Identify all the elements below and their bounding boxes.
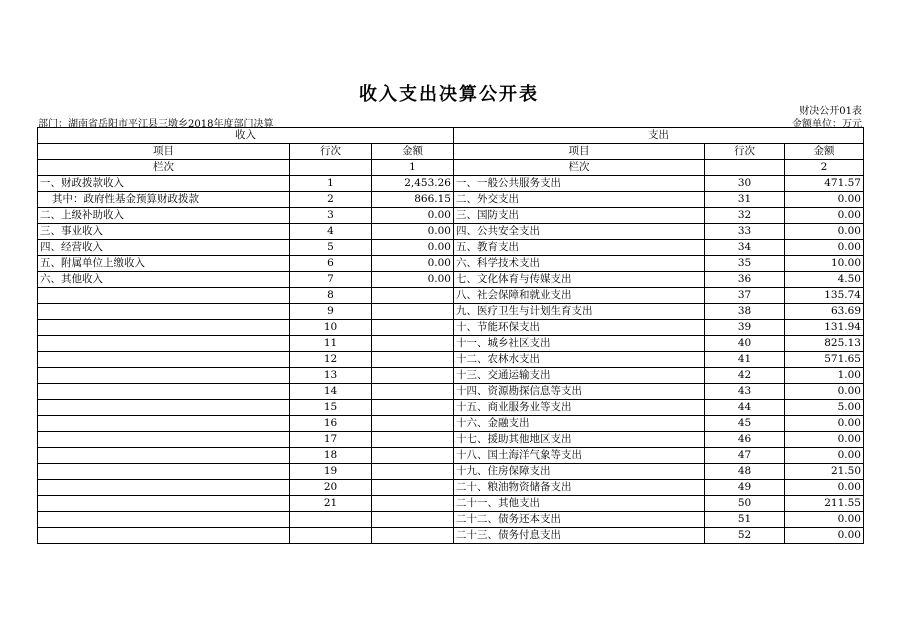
income-amount-cell <box>372 448 454 464</box>
section-header-row <box>38 128 864 144</box>
income-item-cell: 三、事业收入 <box>38 224 290 240</box>
income-col-empty <box>290 160 372 176</box>
expense-rowno-cell: 42 <box>705 368 785 384</box>
expense-item-cell: 十一、城乡社区支出 <box>454 336 705 352</box>
expense-item-cell: 九、医疗卫生与计划生育支出 <box>454 304 705 320</box>
income-amount-cell <box>372 368 454 384</box>
expense-rowno-cell: 33 <box>705 224 785 240</box>
expense-item-cell: 十五、商业服务业等支出 <box>454 400 705 416</box>
expense-amount-cell: 0.00 <box>785 192 864 208</box>
expense-rowno-cell: 39 <box>705 320 785 336</box>
table-row <box>38 384 864 400</box>
table-row <box>38 448 864 464</box>
income-rowno-cell <box>290 528 372 544</box>
income-amount-cell <box>372 432 454 448</box>
table-row <box>38 464 864 480</box>
table-row <box>38 208 864 224</box>
expense-amount-cell: 0.00 <box>785 480 864 496</box>
income-rowno-cell: 15 <box>290 400 372 416</box>
table-row <box>38 352 864 368</box>
expense-amount-header: 金额 <box>785 144 864 160</box>
income-rowno-cell: 9 <box>290 304 372 320</box>
page-title: 收入支出决算公开表 <box>359 84 539 105</box>
income-item-cell <box>38 528 290 544</box>
expense-item-cell: 十六、金融支出 <box>454 416 705 432</box>
expense-rowno-cell: 51 <box>705 512 785 528</box>
expense-rowno-cell: 50 <box>705 496 785 512</box>
expense-rowno-cell: 52 <box>705 528 785 544</box>
income-rowno-cell: 11 <box>290 336 372 352</box>
income-rowno-cell: 12 <box>290 352 372 368</box>
expense-item-cell: 十八、国土海洋气象等支出 <box>454 448 705 464</box>
income-item-cell <box>38 368 290 384</box>
income-rowno-cell: 18 <box>290 448 372 464</box>
table-row <box>38 320 864 336</box>
expense-amount-cell: 5.00 <box>785 400 864 416</box>
income-item-cell <box>38 384 290 400</box>
expense-rowno-cell: 30 <box>705 176 785 192</box>
expense-item-cell: 六、科学技术支出 <box>454 256 705 272</box>
expense-col-label: 栏次 <box>454 160 705 176</box>
expense-amount-cell: 21.50 <box>785 464 864 480</box>
income-amount-cell <box>372 320 454 336</box>
income-rowno-cell: 1 <box>290 176 372 192</box>
income-expense-table <box>37 127 864 544</box>
income-rowno-cell: 3 <box>290 208 372 224</box>
expense-item-cell: 二十二、债务还本支出 <box>454 512 705 528</box>
expense-rowno-cell: 41 <box>705 352 785 368</box>
income-amount-cell: 0.00 <box>372 224 454 240</box>
income-amount-cell <box>372 400 454 416</box>
income-amount-cell <box>372 496 454 512</box>
table-row <box>38 400 864 416</box>
income-item-cell <box>38 416 290 432</box>
income-col-number: 1 <box>372 160 454 176</box>
expense-item-cell: 八、社会保障和就业支出 <box>454 288 705 304</box>
income-rowno-cell: 7 <box>290 272 372 288</box>
expense-item-cell: 十二、农林水支出 <box>454 352 705 368</box>
table-row <box>38 416 864 432</box>
income-rowno-header: 行次 <box>290 144 372 160</box>
income-amount-cell <box>372 288 454 304</box>
income-rowno-cell <box>290 512 372 528</box>
income-amount-cell: 0.00 <box>372 256 454 272</box>
expense-item-cell: 二十、粮油物资储备支出 <box>454 480 705 496</box>
expense-item-cell: 三、国防支出 <box>454 208 705 224</box>
table-row <box>38 368 864 384</box>
expense-section-header: 支出 <box>454 128 864 144</box>
expense-item-cell: 七、文化体育与传媒支出 <box>454 272 705 288</box>
expense-amount-cell: 0.00 <box>785 224 864 240</box>
expense-item-cell: 十四、资源勘探信息等支出 <box>454 384 705 400</box>
income-rowno-cell: 5 <box>290 240 372 256</box>
expense-item-cell: 二十三、债务付息支出 <box>454 528 705 544</box>
expense-amount-cell: 10.00 <box>785 256 864 272</box>
income-amount-cell <box>372 352 454 368</box>
income-item-cell <box>38 512 290 528</box>
expense-item-cell: 四、公共安全支出 <box>454 224 705 240</box>
expense-rowno-cell: 35 <box>705 256 785 272</box>
table-row <box>38 512 864 528</box>
expense-item-cell: 二、外交支出 <box>454 192 705 208</box>
income-amount-cell: 2,453.26 <box>372 176 454 192</box>
expense-amount-cell: 0.00 <box>785 448 864 464</box>
income-item-cell <box>38 432 290 448</box>
table-row <box>38 240 864 256</box>
income-item-cell <box>38 304 290 320</box>
table-row <box>38 256 864 272</box>
income-item-cell: 五、附属单位上缴收入 <box>38 256 290 272</box>
income-amount-cell <box>372 384 454 400</box>
income-rowno-cell: 8 <box>290 288 372 304</box>
expense-amount-cell: 0.00 <box>785 240 864 256</box>
income-amount-cell: 0.00 <box>372 208 454 224</box>
expense-rowno-cell: 38 <box>705 304 785 320</box>
income-item-cell <box>38 400 290 416</box>
expense-rowno-cell: 40 <box>705 336 785 352</box>
income-item-cell <box>38 464 290 480</box>
expense-amount-cell: 1.00 <box>785 368 864 384</box>
expense-rowno-cell: 31 <box>705 192 785 208</box>
income-item-cell <box>38 288 290 304</box>
expense-item-header: 项目 <box>454 144 705 160</box>
expense-rowno-cell: 48 <box>705 464 785 480</box>
expense-rowno-cell: 46 <box>705 432 785 448</box>
expense-item-cell: 十、节能环保支出 <box>454 320 705 336</box>
table-row <box>38 480 864 496</box>
income-item-cell <box>38 480 290 496</box>
income-amount-cell <box>372 464 454 480</box>
income-rowno-cell: 16 <box>290 416 372 432</box>
expense-rowno-cell: 37 <box>705 288 785 304</box>
expense-item-cell: 十九、住房保障支出 <box>454 464 705 480</box>
expense-item-cell: 十七、援助其他地区支出 <box>454 432 705 448</box>
income-amount-cell <box>372 512 454 528</box>
table-row <box>38 224 864 240</box>
table-row <box>38 528 864 544</box>
income-amount-cell <box>372 480 454 496</box>
income-rowno-cell: 19 <box>290 464 372 480</box>
income-rowno-cell: 2 <box>290 192 372 208</box>
expense-item-cell: 五、教育支出 <box>454 240 705 256</box>
income-rowno-cell: 20 <box>290 480 372 496</box>
expense-amount-cell: 0.00 <box>785 384 864 400</box>
expense-rowno-cell: 49 <box>705 480 785 496</box>
income-item-header: 项目 <box>38 144 290 160</box>
expense-amount-cell: 825.13 <box>785 336 864 352</box>
column-header-row <box>38 144 864 160</box>
expense-item-cell: 一、一般公共服务支出 <box>454 176 705 192</box>
income-rowno-cell: 21 <box>290 496 372 512</box>
income-rowno-cell: 14 <box>290 384 372 400</box>
income-amount-cell <box>372 416 454 432</box>
expense-item-cell: 二十一、其他支出 <box>454 496 705 512</box>
expense-amount-cell: 63.69 <box>785 304 864 320</box>
table-row <box>38 336 864 352</box>
income-item-cell: 二、上级补助收入 <box>38 208 290 224</box>
expense-amount-cell: 471.57 <box>785 176 864 192</box>
income-amount-cell <box>372 304 454 320</box>
expense-rowno-cell: 45 <box>705 416 785 432</box>
unit-label: 金额单位：万元 <box>792 119 862 130</box>
expense-amount-cell: 571.65 <box>785 352 864 368</box>
income-item-cell <box>38 496 290 512</box>
expense-rowno-cell: 47 <box>705 448 785 464</box>
expense-rowno-cell: 36 <box>705 272 785 288</box>
income-amount-header: 金额 <box>372 144 454 160</box>
expense-amount-cell: 0.00 <box>785 416 864 432</box>
form-code: 财决公开01表 <box>799 106 862 117</box>
income-amount-cell: 0.00 <box>372 272 454 288</box>
column-number-row <box>38 160 864 176</box>
expense-item-cell: 十三、交通运输支出 <box>454 368 705 384</box>
income-rowno-cell: 4 <box>290 224 372 240</box>
expense-col-empty <box>705 160 785 176</box>
expense-rowno-cell: 32 <box>705 208 785 224</box>
table-row <box>38 288 864 304</box>
expense-amount-cell: 0.00 <box>785 432 864 448</box>
income-item-cell <box>38 448 290 464</box>
expense-amount-cell: 131.94 <box>785 320 864 336</box>
income-amount-cell: 866.15 <box>372 192 454 208</box>
income-item-cell: 四、经营收入 <box>38 240 290 256</box>
income-amount-cell: 0.00 <box>372 240 454 256</box>
income-rowno-cell: 10 <box>290 320 372 336</box>
income-item-cell: 一、财政拨款收入 <box>38 176 290 192</box>
table-row <box>38 192 864 208</box>
income-rowno-cell: 17 <box>290 432 372 448</box>
table-row <box>38 496 864 512</box>
expense-amount-cell: 211.55 <box>785 496 864 512</box>
income-amount-cell <box>372 336 454 352</box>
income-item-cell: 六、其他收入 <box>38 272 290 288</box>
expense-amount-cell: 135.74 <box>785 288 864 304</box>
income-item-cell <box>38 320 290 336</box>
income-rowno-cell: 6 <box>290 256 372 272</box>
department-label: 部门：湖南省岳阳市平江县三墩乡2018年度部门决算 <box>38 119 274 130</box>
expense-rowno-header: 行次 <box>705 144 785 160</box>
expense-amount-cell: 0.00 <box>785 208 864 224</box>
income-item-cell <box>38 352 290 368</box>
expense-amount-cell: 0.00 <box>785 528 864 544</box>
expense-amount-cell: 0.00 <box>785 512 864 528</box>
expense-amount-cell: 4.50 <box>785 272 864 288</box>
table-row <box>38 304 864 320</box>
table-row <box>38 176 864 192</box>
income-section-header: 收入 <box>38 128 454 144</box>
income-item-cell <box>38 336 290 352</box>
expense-rowno-cell: 44 <box>705 400 785 416</box>
expense-rowno-cell: 43 <box>705 384 785 400</box>
expense-rowno-cell: 34 <box>705 240 785 256</box>
table-row <box>38 272 864 288</box>
income-amount-cell <box>372 528 454 544</box>
income-rowno-cell: 13 <box>290 368 372 384</box>
income-col-label: 栏次 <box>38 160 290 176</box>
table-row <box>38 432 864 448</box>
income-item-cell: 其中：政府性基金预算财政拨款 <box>38 192 290 208</box>
expense-col-number: 2 <box>785 160 864 176</box>
